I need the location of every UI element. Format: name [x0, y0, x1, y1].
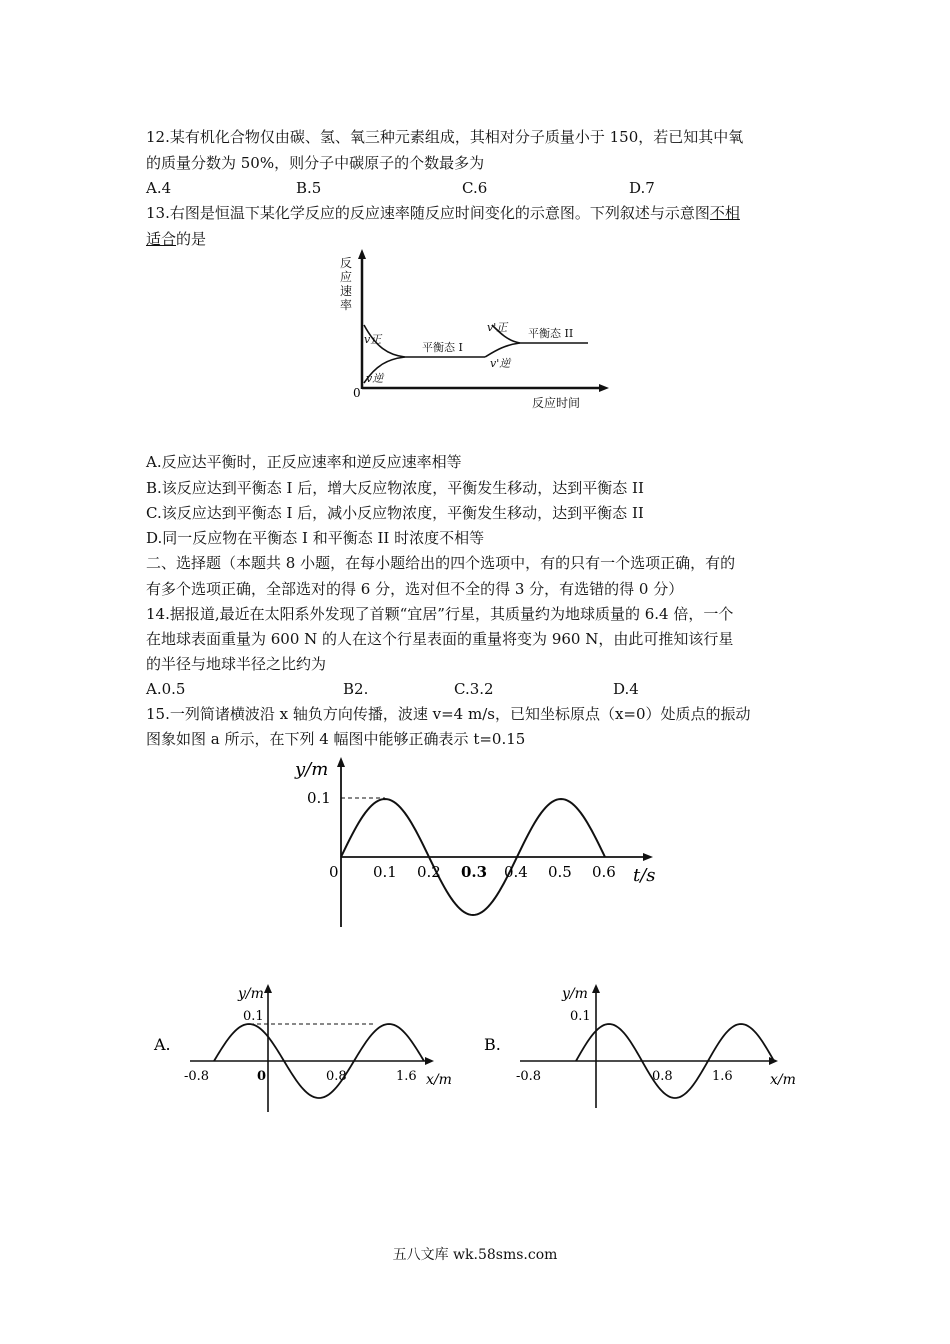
graph-a-tick-1: 0.1 — [373, 863, 397, 881]
q13-option-d: D.同一反应物在平衡态 I 和平衡态 II 时浓度不相等 — [146, 529, 485, 547]
graph-B-tick-3: 1.6 — [712, 1069, 733, 1084]
q12-option-b: B.5 — [296, 179, 322, 197]
q13-option-c: C.该反应达到平衡态 I 后，减小反应物浓度，平衡发生移动，达到平衡态 II — [146, 504, 644, 522]
rate-y-label-4: 率 — [340, 298, 353, 312]
graph-A-x-label: x/m — [426, 1072, 452, 1088]
graph-a-amplitude-label: 0.1 — [307, 789, 331, 807]
graph-A-y-arrow — [264, 984, 272, 993]
q14-option-d: D.4 — [613, 680, 639, 698]
reaction-rate-figure — [330, 245, 620, 415]
graph-a-tick-3: 0.3 — [461, 863, 488, 881]
graph-A-y-label: y/m — [238, 986, 264, 1002]
graph-A-x-arrow — [425, 1057, 434, 1065]
graph-B-tick-1: -0.8 — [516, 1069, 542, 1084]
graph-a-tick-5: 0.5 — [548, 863, 572, 881]
q14-option-c: C.3.2 — [454, 680, 494, 698]
q14-line-3: 的半径与地球半径之比约为 — [146, 655, 327, 673]
graph-B-amplitude-label: 0.1 — [570, 1009, 591, 1024]
graph-a-x-label: t/s — [633, 865, 656, 886]
q14-option-a: A.0.5 — [146, 680, 186, 698]
graph-A-tick-4: 1.6 — [396, 1069, 417, 1084]
graph-A-tick-1: -0.8 — [184, 1069, 210, 1084]
rate-y-label-3: 速 — [340, 284, 353, 298]
v-forward-label: v正 — [364, 333, 382, 346]
wave-graph-b-option — [480, 980, 810, 1115]
graph-a-y-arrow — [337, 757, 345, 767]
rate-x-label: 反应时间 — [532, 396, 581, 410]
q15-line-1: 15.一列简诸横波沿 x 轴负方向传播，波速 v=4 m/s，已知坐标原点（x=0）处质点的振动 — [146, 705, 751, 723]
q12-option-a: A.4 — [146, 179, 172, 197]
q13-line-1 — [146, 203, 740, 223]
q14-option-b: B2. — [343, 680, 369, 698]
graph-a-tick-4: 0.4 — [504, 863, 528, 881]
graph-A-letter: A. — [154, 1035, 171, 1054]
graph-a-tick-2: 0.2 — [417, 863, 441, 881]
v-reverse2-label: v'逆 — [490, 357, 511, 370]
graph-B-y-arrow — [592, 984, 600, 993]
q12-option-c: C.6 — [462, 179, 488, 197]
q12-line-2: 的质量分数为 50%，则分子中碳原子的个数最多为 — [146, 154, 485, 172]
section2-line-2: 有多个选项正确，全部选对的得 6 分，选对但不全的得 3 分，有选错的得 0 分） — [146, 580, 684, 598]
wave-graph-a-option — [150, 980, 470, 1115]
rate-y-label-1: 反 — [340, 256, 353, 270]
state-1-label: 平衡态 I — [422, 341, 463, 354]
q13-option-a: A.反应达平衡时，正反应速率和逆反应速率相等 — [146, 453, 462, 471]
v-forward2-label: v'正 — [487, 321, 508, 334]
graph-B-y-label: y/m — [562, 986, 588, 1002]
graph-a-origin-label: 0 — [329, 863, 339, 881]
graph-a-tick-6: 0.6 — [592, 863, 616, 881]
graph-a-x-arrow — [643, 853, 653, 861]
rate-y-label-2: 应 — [340, 270, 353, 284]
graph-A-amplitude-label: 0.1 — [243, 1009, 264, 1024]
q13-underline-1: 不相 — [709, 204, 740, 222]
v-reverse-label: v逆 — [366, 372, 384, 385]
graph-B-letter: B. — [484, 1035, 501, 1054]
q12-option-d: D.7 — [629, 179, 655, 197]
q12-line-1: 12.某有机化合物仅由碳、氢、氧三种元素组成，其相对分子质量小于 150，若已知其中氧 — [146, 128, 744, 146]
graph-B-x-label: x/m — [770, 1072, 796, 1088]
q14-line-2: 在地球表面重量为 600 N 的人在这个行星表面的重量将变为 960 N，由此可推知该行星 — [146, 630, 734, 648]
graph-B-tick-2: 0.8 — [652, 1069, 673, 1084]
q13-line-2 — [146, 229, 206, 249]
rate-y-arrow — [358, 249, 366, 259]
v-forward2-curve — [485, 343, 588, 357]
q14-line-1: 14.据报道,最近在太阳系外发现了首颗“宜居”行星，其质量约为地球质量的 6.4 倍，一个 — [146, 605, 734, 623]
q13-underline-2: 适合 — [146, 230, 177, 248]
graph-a-y-label: y/m — [295, 759, 329, 780]
graph-A-tick-2: 0 — [257, 1069, 267, 1084]
graph-A-tick-3: 0.8 — [326, 1069, 347, 1084]
section2-line-1: 二、选择题（本题共 8 小题，在每小题给出的四个选项中，有的只有一个选项正确，有的 — [146, 554, 736, 572]
state-2-label: 平衡态 II — [528, 327, 574, 340]
rate-x-arrow — [599, 384, 609, 392]
page-footer: 五八文库 wk.58sms.com — [392, 1247, 558, 1263]
q13-line-1-text: 13.右图是恒温下某化学反应的反应速率随反应时间变化的示意图。下列叙述与示意图 — [146, 204, 710, 222]
q13-line-2-text: 的是 — [176, 230, 207, 248]
vibration-graph-a — [285, 755, 675, 935]
rate-origin-label: 0 — [353, 386, 361, 400]
q13-option-b: B.该反应达到平衡态 I 后，增大反应物浓度，平衡发生移动，达到平衡态 II — [146, 479, 644, 497]
q15-line-2: 图象如图 a 所示，在下列 4 幅图中能够正确表示 t=0.15 — [146, 730, 526, 748]
